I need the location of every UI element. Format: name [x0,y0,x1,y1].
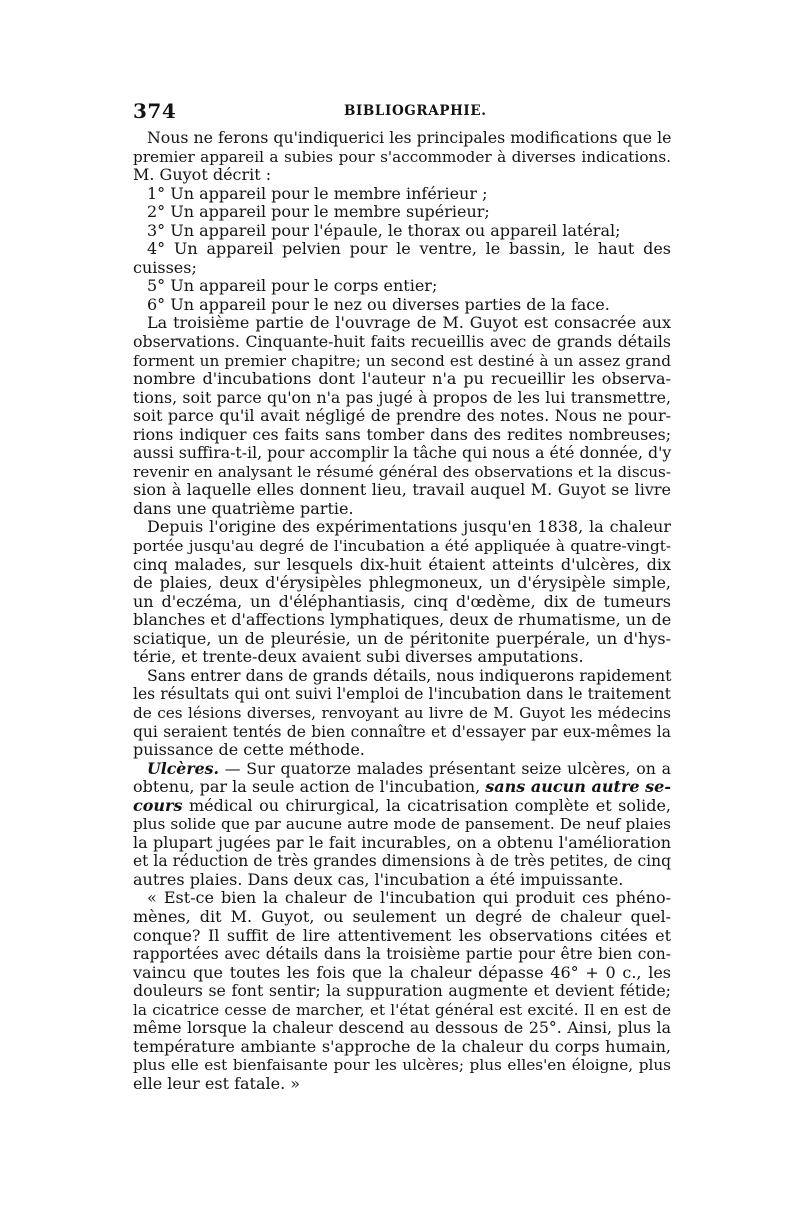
line-text: 3° Un appareil pour l'épaule, le thorax ou appareil latéral; [147,220,621,240]
line-text: térie, et trente-deux avaient subi diverses amputations. [133,647,584,667]
text-line [133,704,671,723]
line-text: Depuis l'origine des expérimentations jusqu'en 1838, la chaleur [147,517,671,537]
text-line [133,537,671,556]
italic-text: sans aucun autre se- [485,777,671,797]
page-number: 374 [133,99,177,123]
line-text: douleurs se font sentir; la suppuration augmente et devient fétide; [133,981,671,1001]
text-line [133,203,671,222]
text-line [133,797,671,816]
line-text: Sans entrer dans de grands détails, nous indiquerons rapidement [147,665,672,685]
text-line [133,574,671,593]
line-text: 2° Un appareil pour le membre supérieur; [147,202,490,222]
running-title: BIBLIOGRAPHIE. [344,103,487,119]
text-line [133,1056,671,1075]
line-text: médical ou chirurgical, la cicatrisation complète et solide, [182,795,671,815]
text-line [133,908,671,927]
line-text: « Est-ce bien la chaleur de l'incubation qui produit ces phéno- [147,888,671,908]
line-text: rions indiquer ces faits sans tomber dans des redites nombreuses; [133,424,671,444]
line-text: M. Guyot décrit : [133,165,272,185]
page-header [133,99,671,123]
line-text: et la réduction de très grandes dimensions à de très petites, de cinq [133,852,671,871]
line-text: forment un premier chapitre; un second est destiné à un assez grand [133,351,671,370]
text-line [133,630,671,649]
text-line [133,741,671,760]
text-line [133,667,671,686]
line-text: nombre d'incubations dont l'auteur n'a pu recueillir les observa- [133,369,671,389]
text-line [133,352,671,371]
text-line [133,185,671,204]
text-line [133,852,671,871]
text-line [133,871,671,890]
text-line [133,166,671,185]
text-line [133,723,671,742]
text-line [133,277,671,296]
text-line [133,611,671,630]
text-line [133,148,671,167]
text-line [133,1038,671,1057]
line-text: 6° Un appareil pour le nez ou diverses parties de la face. [147,294,610,314]
line-text: qui seraient tentés de bien connaître et d'essayer par eux-mêmes la [133,722,671,741]
line-text: Nous ne ferons qu'indiquerici les principales modifications que le [147,128,672,147]
line-text: La troisième partie de l'ouvrage de M. Guyot est consacrée aux [147,313,671,333]
line-text: revenir en analysant le résumé général des observations et la discus- [133,462,671,481]
line-text: un d'eczéma, un d'éléphantiasis, cinq d'œdème, dix de tumeurs [133,591,671,611]
text-line [133,500,671,519]
text-line [133,982,671,1001]
text-line [133,1019,671,1038]
text-line [133,481,671,500]
text-line [133,815,671,834]
line-text: portée jusqu'au degré de l'incubation a été appliquée à quatre-vingt- [133,537,671,556]
text-line [133,222,671,241]
text-line [133,760,671,779]
italic-text: cours [133,795,183,815]
line-text: mènes, dit M. Guyot, ou seulement un degré de chaleur quel- [133,906,671,926]
text-line [133,927,671,946]
line-text: puissance de cette méthode. [133,740,365,760]
text-line [133,778,671,797]
text-line [133,648,671,667]
line-text: elle leur est fatale. » [133,1073,301,1093]
line-text: les résultats qui ont suivi l'emploi de l'incubation dans le traitement [133,685,671,704]
line-text: de plaies, deux d'érysipèles phlegmoneux, un d'érysipèle simple, [133,573,671,593]
text-line [133,463,671,482]
line-text: même lorsque la chaleur descend au dessous de 25°. Ainsi, plus la [133,1018,671,1038]
text-line [133,1075,671,1094]
italic-text: Ulcères. [147,758,219,778]
text-line [133,259,671,278]
text-line [133,426,671,445]
text-line [133,333,671,352]
text-line [133,945,671,964]
line-text: blanches et d'affections lymphatiques, deux de rhumatisme, un de [133,610,672,630]
line-text: vaincu que toutes les fois que la chaleur dépasse 46° + 0 c., les [133,962,671,982]
text-line [133,240,671,259]
line-text: rapportées avec détails dans la troisième partie pour être bien con- [133,945,671,964]
line-text: 1° Un appareil pour le membre inférieur ; [147,183,488,203]
line-text: 4° Un appareil pelvien pour le ventre, le bassin, le haut des [147,239,671,259]
line-text: cuisses; [133,257,197,277]
line-text: 5° Un appareil pour le corps entier; [147,276,438,296]
text-line [133,964,671,983]
line-text: plus elle est bienfaisante pour les ulcères; plus elles'en éloigne, plus [133,1056,671,1075]
body-text [133,129,671,1093]
text-line [133,685,671,704]
line-text: — Sur quatorze malades présentant seize ulcères, on a [219,758,671,778]
text-line [133,129,671,148]
text-line [133,389,671,408]
line-text: sion à laquelle elles donnent lieu, travail auquel M. Guyot se livre [133,480,671,500]
line-text: température ambiante s'approche de la chaleur du corps humain, [133,1036,671,1056]
line-text: plus solide que par aucune autre mode de pansement. De neuf plaies [133,815,671,834]
line-text: dans une quatrième partie. [133,498,354,518]
text-line [133,889,671,908]
line-text: cinq malades, sur lesquels dix-huit étaient atteints d'ulcères, dix [133,554,671,574]
text-line [133,444,671,463]
line-text: aussi suffira-t-il, pour accomplir la tâche qui nous a été donnée, d'y [133,443,672,463]
line-text: de ces lésions diverses, renvoyant au livre de M. Guyot les médecins [133,703,671,722]
line-text: la plupart jugées par le fait incurables, on a obtenu l'amélioration [133,832,671,852]
text-line [133,1001,671,1020]
line-text: obtenu, par la seule action de l'incubation, [133,777,486,797]
text-line [133,407,671,426]
line-text: sciatique, un de pleurésie, un de péritonite puerpérale, un d'hys- [133,628,671,648]
text-line [133,296,671,315]
line-text: premier appareil a subies pour s'accommoder à diverses indications. [133,147,671,166]
text-line [133,370,671,389]
text-line [133,314,671,333]
text-line [133,834,671,853]
line-text: tions, soit parce qu'on n'a pas jugé à propos de les lui transmettre, [133,387,671,407]
line-text: la cicatrice cesse de marcher, et l'état général est excité. Il en est de [133,1000,671,1019]
line-text: autres plaies. Dans deux cas, l'incubation a été impuissante. [133,869,624,889]
text-line [133,593,671,612]
line-text: soit parce qu'il avait négligé de prendre des notes. Nous ne pour- [133,406,671,426]
text-line [133,518,671,537]
line-text: observations. Cinquante-huit faits recueillis avec de grands détails [133,332,671,352]
text-line [133,556,671,575]
line-text: conque? Il suffit de lire attentivement les observations citées et [133,925,671,945]
